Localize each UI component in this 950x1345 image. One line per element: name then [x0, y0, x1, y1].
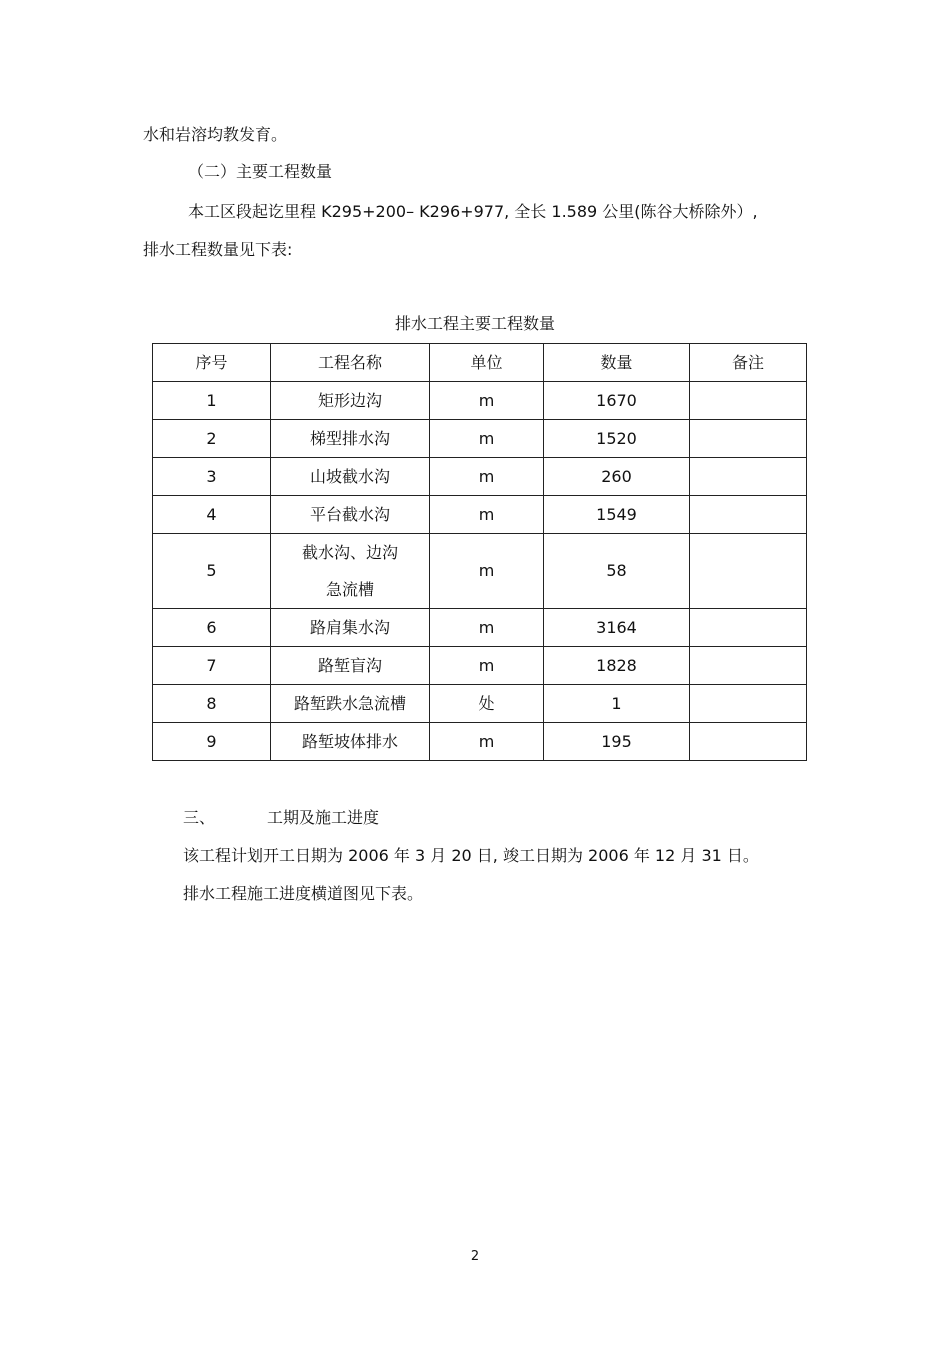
cell-name: 平台截水沟: [271, 496, 430, 534]
table-header-row: [153, 344, 807, 382]
cell-no: 8: [153, 685, 271, 723]
table-row: [153, 647, 807, 685]
cell-unit: m: [430, 458, 544, 496]
section-3-heading: [183, 807, 379, 829]
cell-no: 3: [153, 458, 271, 496]
cell-quantity: 3164: [544, 609, 690, 647]
cell-name: 路堑盲沟: [271, 647, 430, 685]
section-3-number: 三、: [183, 808, 216, 827]
page-number: 2: [470, 1249, 480, 1264]
cell-name-line2: 急流槽: [325, 580, 374, 599]
paragraph-schedule-dates: 该工程计划开工日期为 2006 年 3 月 20 日, 竣工日期为 2006 年 12 月 31 日。: [183, 846, 759, 865]
cell-unit: m: [430, 609, 544, 647]
cell-name: 矩形边沟: [271, 382, 430, 420]
table-row: [153, 382, 807, 420]
paragraph-continuation: 水和岩溶均教发育。: [143, 125, 288, 144]
paragraph-section-range-cont: 排水工程数量见下表:: [143, 240, 293, 259]
subheading-main-quantities: （二）主要工程数量: [188, 162, 333, 181]
cell-remarks: [690, 685, 807, 723]
drainage-quantity-table: [152, 343, 807, 761]
cell-name: 山坡截水沟: [271, 458, 430, 496]
cell-remarks: [690, 723, 807, 761]
cell-quantity: 1: [544, 685, 690, 723]
cell-unit: m: [430, 723, 544, 761]
cell-name-line1: 截水沟、边沟: [301, 543, 398, 562]
cell-name: 路堑坡体排水: [271, 723, 430, 761]
cell-remarks: [690, 534, 807, 609]
cell-quantity: 260: [544, 458, 690, 496]
cell-no: 1: [153, 382, 271, 420]
cell-quantity: 1520: [544, 420, 690, 458]
cell-remarks: [690, 458, 807, 496]
cell-name: 路肩集水沟: [271, 609, 430, 647]
table-row: [153, 420, 807, 458]
cell-remarks: [690, 420, 807, 458]
cell-unit: m: [430, 420, 544, 458]
cell-quantity: 1670: [544, 382, 690, 420]
table-title: 排水工程主要工程数量: [394, 314, 555, 333]
cell-unit: m: [430, 496, 544, 534]
table-row: [153, 458, 807, 496]
cell-unit: m: [430, 647, 544, 685]
cell-remarks: [690, 609, 807, 647]
header-name: 工程名称: [271, 344, 430, 382]
cell-no: 9: [153, 723, 271, 761]
table-row: [153, 723, 807, 761]
section-3-title: 工期及施工进度: [267, 808, 380, 827]
cell-remarks: [690, 382, 807, 420]
cell-unit: 处: [430, 685, 544, 723]
header-remarks: 备注: [690, 344, 807, 382]
table-row: [153, 496, 807, 534]
cell-no: 2: [153, 420, 271, 458]
cell-unit: m: [430, 382, 544, 420]
cell-no: 4: [153, 496, 271, 534]
header-quantity: 数量: [544, 344, 690, 382]
cell-quantity: 195: [544, 723, 690, 761]
cell-no: 6: [153, 609, 271, 647]
cell-quantity: 1549: [544, 496, 690, 534]
cell-no: 7: [153, 647, 271, 685]
table-row: [153, 534, 807, 609]
header-unit: 单位: [430, 344, 544, 382]
cell-remarks: [690, 496, 807, 534]
cell-remarks: [690, 647, 807, 685]
paragraph-schedule-chart-ref: 排水工程施工进度横道图见下表。: [183, 884, 424, 903]
table-row: [153, 685, 807, 723]
cell-name: 梯型排水沟: [271, 420, 430, 458]
cell-unit: m: [430, 534, 544, 609]
cell-quantity: 58: [544, 534, 690, 609]
paragraph-section-range: 本工区段起讫里程 K295+200– K296+977, 全长 1.589 公里(陈谷大桥除外）,: [188, 202, 758, 221]
cell-name: [271, 534, 430, 609]
table-row: [153, 609, 807, 647]
cell-quantity: 1828: [544, 647, 690, 685]
cell-no: 5: [153, 534, 271, 609]
header-no: 序号: [153, 344, 271, 382]
cell-name: 路堑跌水急流槽: [271, 685, 430, 723]
